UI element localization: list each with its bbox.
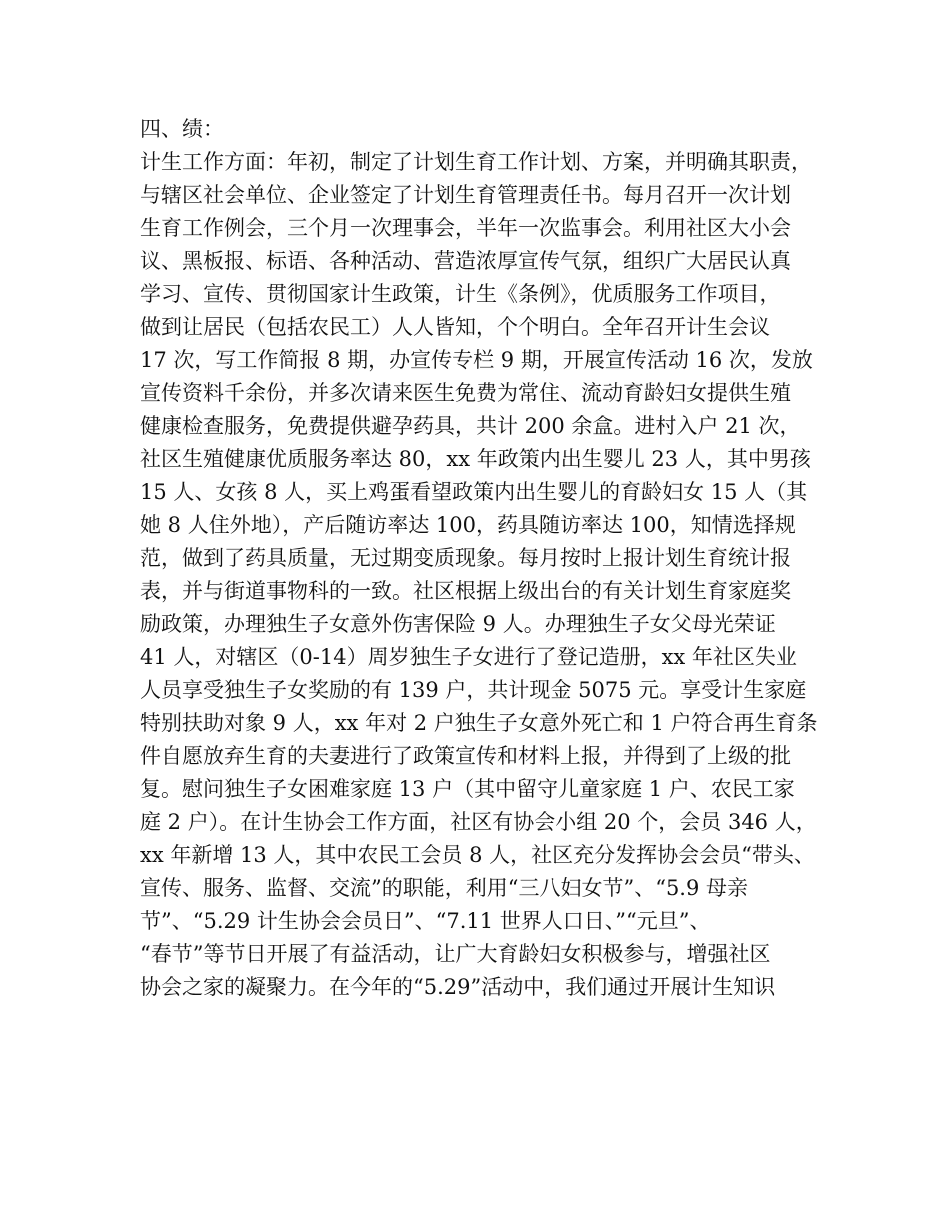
text-line: 议、黑板报、标语、各种活动、营造浓厚宣传气氛，组织广大居民认真 — [140, 249, 791, 273]
text-line: 励政策，办理独生子女意外伤害保险 9 人。办理独生子女父母光荣证 — [140, 612, 776, 636]
text-line: 复。慰问独生子女困难家庭 13 户（其中留守儿童家庭 1 户、农民工家 — [140, 777, 795, 801]
text-line: 健康检查服务，免费提供避孕药具，共计 200 余盒。进村入户 21 次， — [140, 414, 801, 438]
text-line: 计生工作方面：年初，制定了计划生育工作计划、方案，并明确其职责， — [140, 150, 812, 174]
text-line: 17 次，写工作简报 8 期，办宣传专栏 9 期，开展宣传活动 16 次，发放 — [140, 348, 813, 372]
text-line: 范，做到了药具质量，无过期变质现象。每月按时上报计划生育统计报 — [140, 546, 791, 570]
text-line: 庭 2 户）。在计生协会工作方面，社区有协会小组 20 个，会员 346 人， — [140, 810, 817, 834]
text-line: 41 人，对辖区（0-14）周岁独生子女进行了登记造册，xx 年社区失业 — [140, 645, 797, 669]
text-line: 表，并与街道事物科的一致。社区根据上级出台的有关计划生育家庭奖 — [140, 579, 791, 603]
text-line: xx 年新增 13 人，其中农民工会员 8 人，社区充分发挥协会会员“带头、 — [140, 843, 815, 867]
text-line: 节”、“5.29 计生协会会员日”、“7.11 世界人口日、”“元旦”、 — [140, 909, 711, 933]
text-line: 做到让居民（包括农民工）人人皆知，个个明白。全年召开计生会议 — [140, 315, 770, 339]
text-line: 宣传资料千余份，并多次请来医生免费为常住、流动育龄妇女提供生殖 — [140, 381, 791, 405]
text-line: 15 人、女孩 8 人，买上鸡蛋看望政策内出生婴儿的育龄妇女 15 人（其 — [140, 480, 808, 504]
text-line: 宣传、服务、监督、交流”的职能，利用“三八妇女节”、“5.9 母亲 — [140, 876, 749, 900]
text-line: 她 8 人住外地），产后随访率达 100，药具随访率达 100，知情选择规 — [140, 513, 796, 537]
text-line: 协会之家的凝聚力。在今年的“5.29”活动中，我们通过开展计生知识 — [140, 975, 776, 999]
text-line: 人员享受独生子女奖励的有 139 户，共计现金 5075 元。享受计生家庭 — [140, 678, 807, 702]
text-line: 与辖区社会单位、企业签定了计划生育管理责任书。每月召开一次计划 — [140, 183, 791, 207]
text-line: 特别扶助对象 9 人，xx 年对 2 户独生子女意外死亡和 1 户符合再生育条 — [140, 711, 818, 735]
text-line: 生育工作例会，三个月一次理事会，半年一次监事会。利用社区大小会 — [140, 216, 791, 240]
text-line: 社区生殖健康优质服务率达 80，xx 年政策内出生婴儿 23 人，其中男孩 — [140, 447, 811, 471]
text-line: 四、绩： — [140, 117, 224, 141]
text-line: 件自愿放弃生育的夫妻进行了政策宣传和材料上报，并得到了上级的批 — [140, 744, 791, 768]
text-line: “春节”等节日开展了有益活动，让广大育龄妇女积极参与，增强社区 — [140, 942, 771, 966]
text-line: 学习、宣传、贯彻国家计生政策，计生《条例》，优质服务工作项目， — [140, 282, 781, 306]
body-text — [140, 113, 830, 1004]
